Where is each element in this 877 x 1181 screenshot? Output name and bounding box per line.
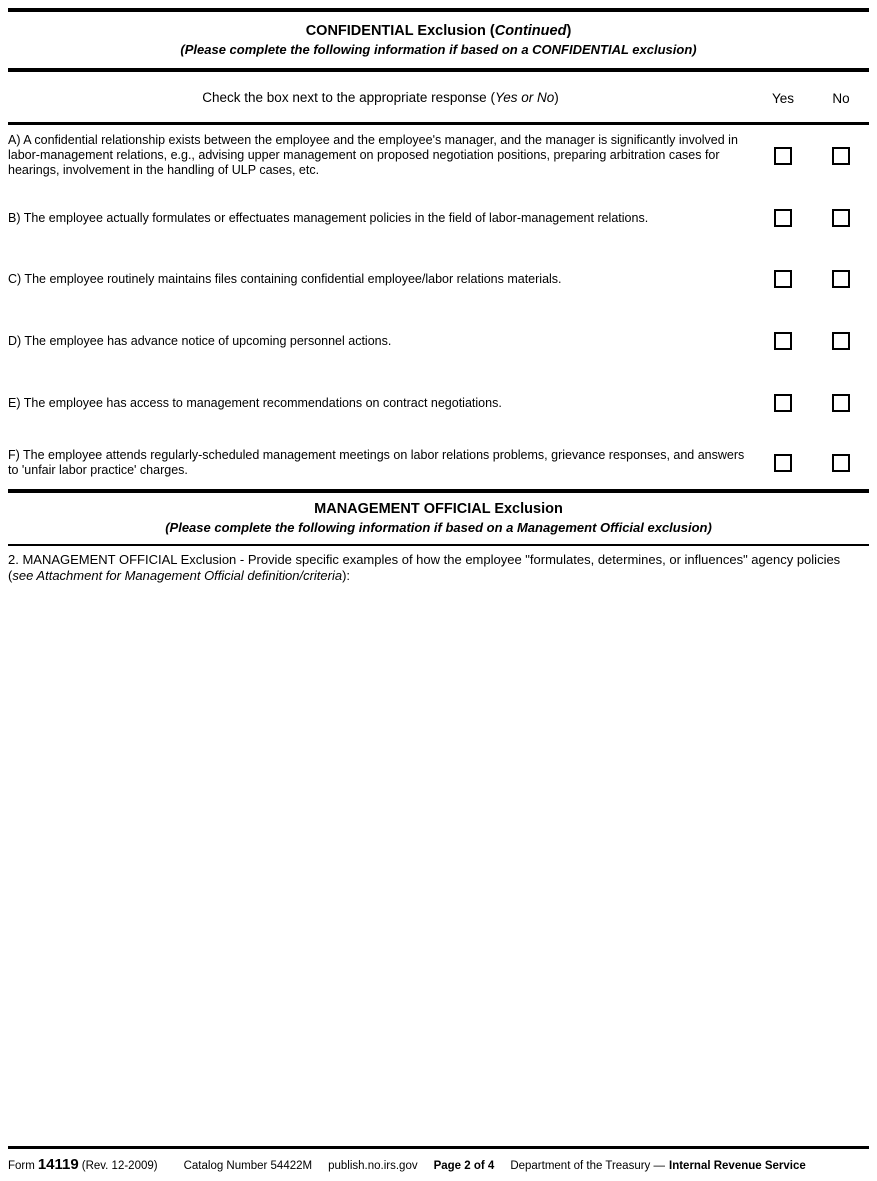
confidential-section-subtitle: (Please complete the following information if based on a CONFIDENTIAL exclusion) (180, 42, 697, 57)
response-header-row (8, 90, 869, 106)
yes-column-header: Yes (771, 90, 795, 106)
management-section-subtitle: (Please complete the following information if based on a Management Official exclusion) (165, 520, 712, 535)
question-a-no-checkbox[interactable] (832, 147, 850, 165)
question-row-f (8, 448, 869, 478)
footer-revision: (Rev. 12-2009) (81, 1160, 158, 1172)
question-a-text: A) A confidential relationship exists between the employee and the employee's manager, and the manager is significantly involved in labor-management relations, e.g., advising upper management on proposed negotiation positions, preparing arbitration cases for hearings, involvement in the handling of ULP cases, etc. (8, 133, 738, 177)
footer-agency: Internal Revenue Service (669, 1160, 806, 1172)
management-section-divider-rule (8, 544, 869, 546)
question-e-text: E) The employee has access to management recommendations on contract negotiations. (8, 395, 502, 410)
question-f-text: F) The employee attends regularly-scheduled management meetings on labor relations problems, grievance responses, and answers to 'unfair labor practice' charges. (8, 448, 745, 477)
management-official-answer-area[interactable] (8, 584, 869, 1146)
question-f-yes-checkbox[interactable] (774, 454, 792, 472)
question-b-no-checkbox[interactable] (832, 209, 850, 227)
confidential-section-header (8, 12, 869, 68)
question-row-e (8, 394, 869, 412)
question-row-d (8, 332, 869, 350)
question-row-b (8, 209, 869, 227)
footer-form-number: 14119 (37, 1156, 79, 1173)
header-top-rule (8, 68, 869, 72)
footer-page-indicator: Page 2 of 4 (433, 1160, 495, 1172)
question-row-c (8, 270, 869, 288)
question-e-no-checkbox[interactable] (832, 394, 850, 412)
footer-department: Department of the Treasury — (510, 1160, 665, 1172)
footer-catalog-number: Catalog Number 54422M (183, 1160, 313, 1172)
management-section-header (8, 493, 869, 544)
question-c-no-checkbox[interactable] (832, 270, 850, 288)
no-column-header: No (832, 90, 850, 106)
management-section-title: MANAGEMENT OFFICIAL Exclusion (314, 501, 563, 517)
question-c-yes-checkbox[interactable] (774, 270, 792, 288)
question-d-yes-checkbox[interactable] (774, 332, 792, 350)
check-box-instruction: Check the box next to the appropriate response (Yes or No) (202, 90, 559, 105)
header-bottom-rule (8, 122, 869, 125)
question-e-yes-checkbox[interactable] (774, 394, 792, 412)
footer (8, 1149, 869, 1181)
footer-website: publish.no.irs.gov (328, 1160, 418, 1172)
question-d-text: D) The employee has advance notice of upcoming personnel actions. (8, 333, 392, 348)
question-c-text: C) The employee routinely maintains files containing confidential employee/labor relations materials. (8, 271, 562, 286)
confidential-section-title: CONFIDENTIAL Exclusion (Continued) (305, 23, 572, 39)
question-a-yes-checkbox[interactable] (774, 147, 792, 165)
footer-form-label: Form (8, 1160, 35, 1172)
question-b-text: B) The employee actually formulates or effectuates management policies in the field of labor-management relations. (8, 210, 649, 225)
question-d-no-checkbox[interactable] (832, 332, 850, 350)
question-b-yes-checkbox[interactable] (774, 209, 792, 227)
question-f-no-checkbox[interactable] (832, 454, 850, 472)
management-official-question: 2. MANAGEMENT OFFICIAL Exclusion - Provide specific examples of how the employee "formulates, determines, or influences" agency policies (see Attachment for Management Official definition/criteria): (8, 552, 841, 583)
question-row-a (8, 133, 869, 178)
